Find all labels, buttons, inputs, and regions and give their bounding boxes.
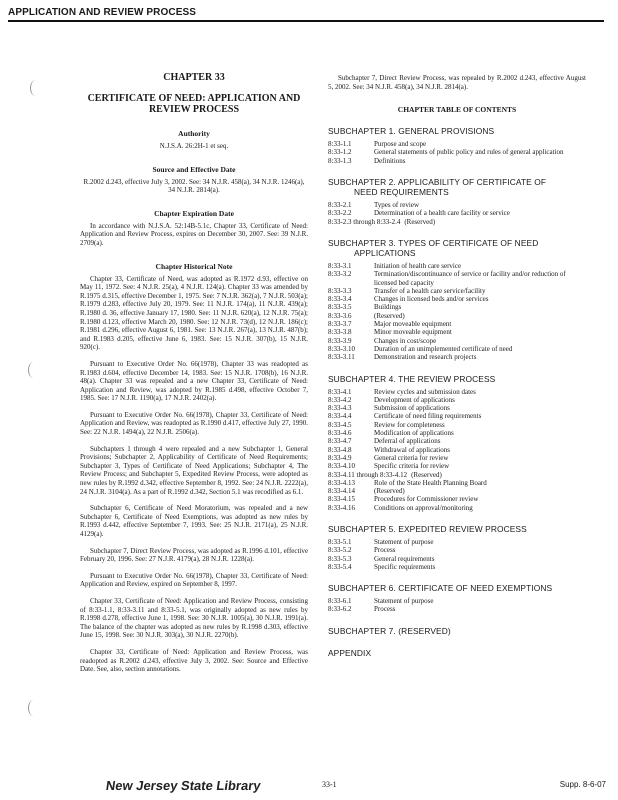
- section-title: Review cycles and submission dates: [374, 387, 476, 396]
- toc-entry: [328, 487, 586, 495]
- subchapter-title: [328, 648, 586, 658]
- section-title: Buildings: [374, 303, 402, 312]
- section-number: 8:33-2.1: [328, 201, 352, 210]
- section-number: 8:33-4.11 through 8:33-4.12: [328, 470, 408, 479]
- toc-entry: [328, 396, 586, 404]
- section-number: 8:33-3.3: [328, 286, 352, 295]
- section-number: 8:33-4.13: [328, 478, 356, 487]
- section-title: Minor moveable equipment: [374, 328, 452, 337]
- section-title: Transfer of a health care service/facility: [374, 286, 486, 295]
- toc-entry: [328, 287, 586, 295]
- section-title: Determination of a health care facility or service: [374, 209, 510, 218]
- subchapter-title-text: SUBCHAPTER 1. GENERAL PROVISIONS: [328, 126, 495, 137]
- section-title: Process: [374, 605, 396, 614]
- subchapter-title-text: SUBCHAPTER 3. TYPES OF CERTIFICATE OF NEED: [328, 237, 539, 248]
- section-title: Definitions: [374, 156, 406, 165]
- section-title: (Reserved): [374, 311, 405, 320]
- authority-heading: Authority: [178, 129, 210, 138]
- running-header: [8, 6, 604, 22]
- subchapter-title-text: APPENDIX: [328, 647, 372, 658]
- section-list: [328, 140, 586, 165]
- section-number: 8:33-6.1: [328, 597, 352, 606]
- section-number: 8:33-5.1: [328, 537, 352, 546]
- section-number: 8:33-4.4: [328, 412, 352, 421]
- section-number: 8:33-3.8: [328, 328, 352, 337]
- section-number: 8:33-3.4: [328, 295, 352, 304]
- history-paragraph: Pursuant to Executive Order No. 66(1978), Chapter 33, Certificate of Need: Application and Review, was readopted as R.1990 d.417, effective July 27, 1990. See: 22 N.J.R. 1494(a), 22 N.J.R. 2506(a).: [80, 410, 308, 437]
- expiration-heading: Chapter Expiration Date: [154, 208, 234, 218]
- toc-entry: [328, 495, 586, 503]
- toc-entry: [328, 597, 586, 605]
- section-number: 8:33-3.6: [328, 311, 352, 320]
- section-title: (Reserved): [404, 217, 436, 226]
- section-title: Deferral of applications: [374, 437, 441, 446]
- page-number: 33-1: [322, 780, 337, 789]
- section-number: 8:33-4.10: [328, 462, 356, 471]
- history-heading: Chapter Historical Note: [155, 261, 233, 271]
- section-title: Major moveable equipment: [374, 320, 452, 329]
- section-title: Certificate of need filing requirements: [374, 412, 482, 421]
- subchapter-title-continued: NEED REQUIREMENTS: [354, 187, 449, 198]
- section-number: 8:33-4.1: [328, 387, 352, 396]
- section-title: Statement of purpose: [374, 597, 434, 606]
- section-number: 8:33-6.2: [328, 605, 352, 614]
- toc-entry: [328, 412, 586, 420]
- history-paragraph: Subchapter 7, Direct Review Process, was adopted as R.1996 d.101, effective February 20, 1996. See: 27 N.J.R. 4179(a), 28 N.J.R. 1228(a).: [80, 546, 308, 564]
- history-paragraph: Chapter 33, Certificate of Need: Application and Review Process, was readopted as R.2002 d.243, effective July 3, 2002. See: Source and Effective Date. See, also, section annotations.: [80, 647, 308, 674]
- section-number: 8:33-5.3: [328, 554, 352, 563]
- source-heading: Source and Effective Date: [152, 164, 236, 174]
- history-paragraph: Pursuant to Executive Order No. 66(1978), Chapter 33 was readopted as R.1983 d.604, effective December 14, 1983. See: 15 N.J.R. 1708(b), 16 N.J.R. 48(a). Chapter 33 was repealed and a new Chapter 33, Certificate of Need: Application and Review, was adopted by R.1985 d.498, effective October 7, 1985. See: 17 N.J.R. 1190(a), 17 N.J.R. 2402(a).: [80, 359, 308, 403]
- toc-entry: [328, 312, 586, 320]
- right-column: [328, 66, 586, 658]
- section-number: 8:33-3.11: [328, 353, 355, 362]
- section-number: 8:33-3.7: [328, 320, 352, 329]
- section-title: Modification of applications: [374, 429, 454, 438]
- section-number: 8:33-4.15: [328, 495, 356, 504]
- toc-entry: [328, 471, 586, 479]
- subchapter-title: [328, 374, 586, 384]
- section-number: 8:33-4.9: [328, 453, 352, 462]
- subchapter-title-text: SUBCHAPTER 4. THE REVIEW PROCESS: [328, 373, 496, 384]
- toc-entry: [328, 421, 586, 429]
- section-number: 8:33-1.2: [328, 148, 352, 157]
- section-title: Initiation of health care service: [374, 261, 462, 270]
- expiration-text: In accordance with N.J.S.A. 52:14B-5.1c, Chapter 33, Certificate of Need: Application and Review Process, expires on December 30, 2007. See: 39 N.J.R. 2709(a).: [80, 221, 308, 247]
- section-number: 8:33-3.9: [328, 336, 352, 345]
- binding-mark: [28, 700, 39, 716]
- section-title: (Reserved): [411, 470, 442, 479]
- section-title: Role of the State Health Planning Board: [374, 478, 487, 487]
- toc-entry: [328, 605, 586, 613]
- section-number: 8:33-3.5: [328, 303, 352, 312]
- section-number: 8:33-4.8: [328, 445, 352, 454]
- section-title: (Reserved): [374, 487, 405, 496]
- subchapter-title-text: SUBCHAPTER 2. APPLICABILITY OF CERTIFICATE OF: [328, 177, 547, 188]
- toc-entry: [328, 337, 586, 345]
- toc-entry: [328, 563, 586, 571]
- authority-text: N.J.S.A. 26:2H-1 et seq.: [159, 142, 229, 150]
- left-column: [80, 66, 308, 674]
- section-number: 8:33-3.1: [328, 261, 352, 270]
- library-stamp: New Jersey State Library: [104, 778, 262, 793]
- toc-entry: [328, 209, 586, 217]
- section-number: 8:33-4.7: [328, 437, 352, 446]
- subchapter-title: [328, 524, 586, 534]
- section-title: Changes in licensed beds and/or services: [374, 295, 489, 304]
- section-list: [328, 388, 586, 512]
- toc-entry: [328, 462, 586, 470]
- subchapter-title: [328, 626, 586, 636]
- section-list: [328, 597, 586, 614]
- repeal-note: Subchapter 7, Direct Review Process, was repealed by R.2002 d.243, effective August 5, 2002. See: 34 N.J.R. 458(a), 34 N.J.R. 2814(a).: [328, 74, 586, 91]
- toc-entry: [328, 437, 586, 445]
- toc-entry: [328, 454, 586, 462]
- subchapter-title-text: SUBCHAPTER 7. (RESERVED): [328, 625, 451, 636]
- section-title: Duration of an unimplemented certificate of need: [374, 344, 513, 353]
- source-text: R.2002 d.243, effective July 3, 2002. See: 34 N.J.R. 458(a), 34 N.J.R. 1246(a), 34 N.J.R. 2814(a).: [83, 177, 305, 195]
- section-number: 8:33-2.2: [328, 209, 352, 218]
- history-paragraph: Pursuant to Executive Order No. 66(1978), Chapter 33, Certificate of Need: Application and Review, expired on September 8, 1997.: [80, 571, 308, 589]
- section-number: 8:33-4.16: [328, 503, 356, 512]
- section-number: 8:33-3.10: [328, 344, 356, 353]
- section-number: 8:33-4.3: [328, 404, 352, 413]
- section-title: Changes in cost/scope: [374, 336, 437, 345]
- section-title: Submission of applications: [374, 404, 450, 413]
- toc-entry: [328, 446, 586, 454]
- section-number: 8:33-3.2: [328, 270, 352, 279]
- toc-entry: [328, 404, 586, 412]
- toc-entry: [328, 388, 586, 396]
- section-title: Types of review: [374, 201, 419, 210]
- section-title: Termination/discontinuance of service or facility and/or reduction of licensed bed capacity: [374, 270, 566, 287]
- toc-entry: [328, 218, 586, 226]
- toc-entry: [328, 328, 586, 336]
- section-title: Demonstration and research projects: [374, 353, 477, 362]
- section-number: 8:33-1.1: [328, 140, 352, 149]
- section-title: Development of applications: [374, 395, 455, 404]
- section-number: 8:33-4.6: [328, 429, 352, 438]
- binding-mark: [30, 80, 41, 96]
- section-title: General statements of public policy and rules of general application: [374, 148, 564, 157]
- chapter-number: CHAPTER 33: [163, 72, 225, 83]
- toc-entry: [328, 479, 586, 487]
- chapter-title: CERTIFICATE OF NEED: APPLICATION AND REVIEW PROCESS: [87, 93, 301, 115]
- section-list: [328, 538, 586, 571]
- history-paragraph: Chapter 33, Certificate of Need: Application and Review Process, consisting of 8:33-1.1, 8:33-3.11 and 8:33-5.1, was originally adopted as new rules by R.1998 d.278, effective June 1, 1998. See: 30 N.J.R. 1005(a), 30 N.J.R. 1991(a). The balance of the chapter was adopted as new rules by R.1998 d.303, effective June 15, 1998. See: 30 N.J.R. 303(a), 30 N.J.R. 2270(b).: [80, 596, 308, 640]
- section-title: Process: [374, 546, 396, 555]
- section-title: Purpose and scope: [374, 140, 427, 149]
- section-title: Conditions on approval/monitoring: [374, 503, 473, 512]
- history-paragraph: Subchapter 6, Certificate of Need Moratorium, was repealed and a new Subchapter 6, Certificate of Need Exemptions, was adopted as new rules by R.1993 d.442, effective September 7, 1993. See: 25 N.J.R. 2171(a), 25 N.J.R. 4129(a).: [80, 504, 308, 538]
- section-number: 8:33-5.4: [328, 562, 352, 571]
- header-title: APPLICATION AND REVIEW PROCESS: [8, 7, 197, 18]
- toc-entry: [328, 546, 586, 554]
- subchapter-title: [328, 238, 586, 258]
- subchapter-title-continued: APPLICATIONS: [354, 247, 416, 258]
- section-title: Procedures for Commissioner review: [374, 495, 479, 504]
- section-number: 8:33-4.14: [328, 487, 356, 496]
- section-title: Withdrawal of applications: [374, 445, 450, 454]
- section-number: 8:33-5.2: [328, 546, 352, 555]
- section-title: Statement of purpose: [374, 537, 434, 546]
- subchapter-title: [328, 177, 586, 197]
- table-of-contents: [328, 126, 586, 658]
- toc-entry: [328, 504, 586, 512]
- section-title: Review for completeness: [374, 420, 445, 429]
- toc-entry: [328, 353, 586, 361]
- section-number: 8:33-4.5: [328, 420, 352, 429]
- toc-entry: [328, 148, 586, 156]
- section-number: 8:33-1.3: [328, 156, 352, 165]
- toc-entry: [328, 303, 586, 311]
- section-title: General requirements: [374, 554, 435, 563]
- history-paragraph: Subchapters 1 through 4 were repealed and a new Subchapter 1, General Provisions; Subchapter 2, Applicability of Certificate of Need Requirements; Subchapter 3, Types of Certificate of Need Applications; Subchapter 4, The Review Process; and Subchapter 5, Expedited Review Process, were adopted as new rules by R.1992 d.342, effective September 8, 1992. See: 24 N.J.R. 2222(a), 24 N.J.R. 3104(a). As a part of R.1992 d.342, Section 5.1 was recodified as 6.1.: [80, 444, 308, 496]
- section-list: [328, 262, 586, 362]
- section-list: [328, 201, 586, 226]
- toc-entry: [328, 555, 586, 563]
- toc-entry: [328, 345, 586, 353]
- toc-entry: [328, 295, 586, 303]
- section-title: Specific criteria for review: [374, 462, 450, 471]
- toc-entry: [328, 429, 586, 437]
- subchapter-title-text: SUBCHAPTER 5. EXPEDITED REVIEW PROCESS: [328, 523, 527, 534]
- subchapter-title-text: SUBCHAPTER 6. CERTIFICATE OF NEED EXEMPTIONS: [328, 583, 553, 594]
- toc-entry: [328, 140, 586, 148]
- history-paragraph: Chapter 33, Certificate of Need, was adopted as R.1972 d.93, effective on May 11, 1972. See: 4 N.J.R. 25(a), 4 N.J.R. 124(a). Chapter 33 was amended by R.1975 d.315, effective December 1, 1975. See: 7 N.J.R. 362(a), 7 N.J.R. 503(a); R.1979 d.283, effective July 20, 1979. See: 11 N.J.R. 174(a), 11 N.J.R. 439(a); R.1980 d. 36, effective January 17, 1980. See: 11 N.J.R. 620(a), 12 N.J.R. 75(a); R.1980 d.123, effective March 20, 1980. See: 12 N.J.R. 73(d), 12 N.J.R. 186(c); R.1981 d.296, effective August 6, 1981. See: 13 N.J.R. 267(a), 13 N.J.R. 487(b); and R.1983 d.205, effective June 6, 1983. See: 15 N.J.R. 307(b), 15 N.J.R. 920(c).: [80, 274, 308, 352]
- toc-entry: [328, 270, 586, 287]
- supplement-date: Supp. 8-6-07: [559, 780, 606, 789]
- section-number: 8:33-4.2: [328, 395, 352, 404]
- binding-mark: [28, 362, 39, 378]
- section-number: 8:33-2.3 through 8:33-2.4: [328, 217, 401, 226]
- toc-entry: [328, 262, 586, 270]
- section-title: General criteria for review: [374, 453, 449, 462]
- toc-entry: [328, 201, 586, 209]
- subchapter-title: [328, 126, 586, 136]
- toc-heading: CHAPTER TABLE OF CONTENTS: [397, 105, 517, 115]
- toc-entry: [328, 320, 586, 328]
- section-title: Specific requirements: [374, 562, 436, 571]
- subchapter-title: [328, 583, 586, 593]
- toc-entry: [328, 157, 586, 165]
- toc-entry: [328, 538, 586, 546]
